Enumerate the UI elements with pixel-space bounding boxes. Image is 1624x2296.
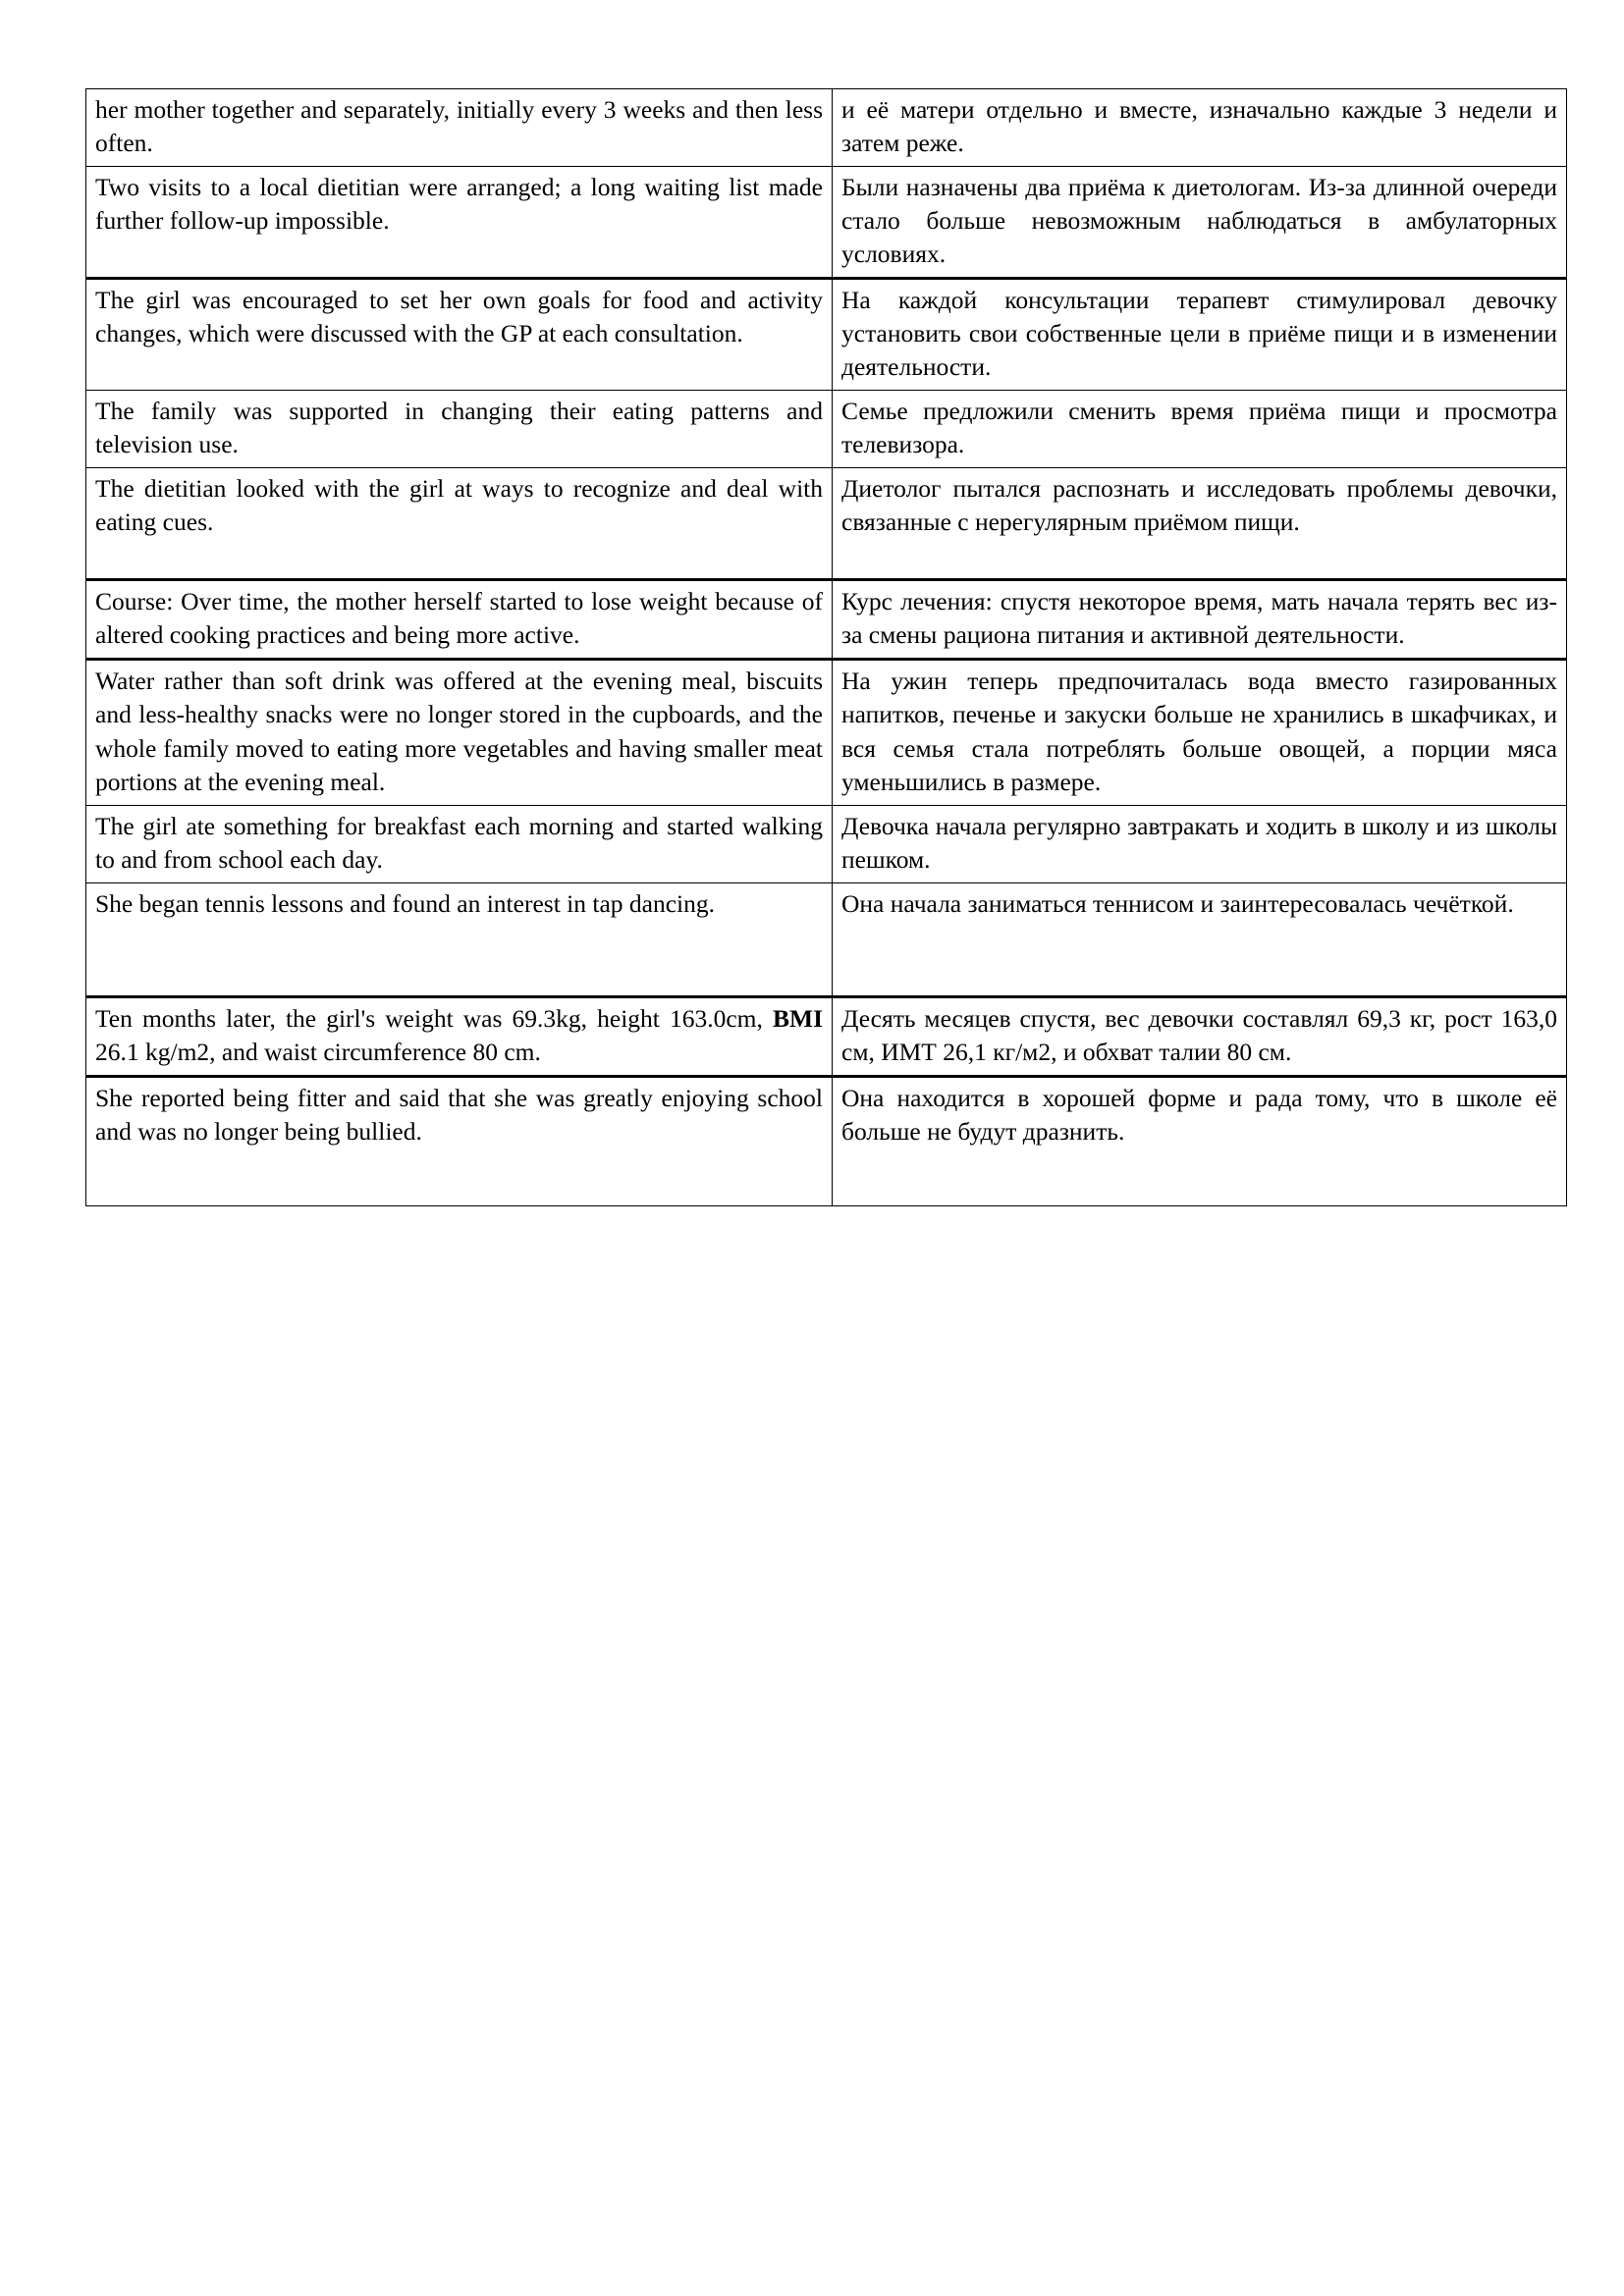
cell-text-english: The girl was encouraged to set her own goals for food and activity changes, which were discussed with the GP at each consultation. xyxy=(95,286,823,348)
cell-english xyxy=(86,1076,833,1205)
table-body xyxy=(86,89,1567,1206)
cell-russian xyxy=(833,468,1567,580)
cell-text-english: The family was supported in changing their eating patterns and television use. xyxy=(95,397,823,459)
cell-text-russian: На ужин теперь предпочиталась вода вместо газированных напитков, печенье и закуски больше не хранились в шкафчиках, и вся семья стала потреблять больше овощей, а порции мяса уменьшились в размере. xyxy=(841,667,1557,796)
cell-english xyxy=(86,391,833,468)
table-row xyxy=(86,468,1567,580)
cell-russian xyxy=(833,882,1567,996)
cell-text-english: Water rather than soft drink was offered at the evening meal, biscuits and less-healthy snacks were no longer stored in the cupboards, and the whole family moved to eating more vegetables and having smaller meat portions at the evening meal. xyxy=(95,667,823,796)
cell-russian xyxy=(833,391,1567,468)
cell-text-russian: Она начала заниматься теннисом и заинтересовалась чечёткой. xyxy=(841,888,1514,918)
bilingual-translation-table xyxy=(85,88,1567,1206)
cell-english xyxy=(86,882,833,996)
table-row xyxy=(86,580,1567,660)
table-row xyxy=(86,660,1567,805)
table-row xyxy=(86,996,1567,1076)
cell-text-russian: Курс лечения: спустя некоторое время, мать начала терять вес из-за смены рациона питания и активной деятельности. xyxy=(841,587,1557,650)
cell-text-english: Course: Over time, the mother herself started to lose weight because of altered cooking practices and being more active. xyxy=(95,587,823,650)
cell-text-english: Two visits to a local dietitian were arranged; a long waiting list made further follow-up impossible. xyxy=(95,173,823,236)
cell-english xyxy=(86,660,833,805)
cell-english xyxy=(86,580,833,660)
cell-text-russian: Девочка начала регулярно завтракать и ходить в школу и из школы пешком. xyxy=(841,811,1557,874)
table-row xyxy=(86,89,1567,167)
table-row xyxy=(86,391,1567,468)
cell-russian xyxy=(833,279,1567,391)
cell-russian xyxy=(833,167,1567,279)
cell-russian xyxy=(833,580,1567,660)
table-row xyxy=(86,279,1567,391)
cell-text-russian: Были назначены два приёма к диетологам. Из-за длинной очереди стало больше невозможным наблюдаться в амбулаторных условиях. xyxy=(841,173,1557,269)
cell-english xyxy=(86,167,833,279)
cell-russian xyxy=(833,660,1567,805)
stats-suffix: 26.1 kg/m2, and waist circumference 80 cm. xyxy=(95,1037,541,1066)
cell-english xyxy=(86,279,833,391)
cell-text-russian: Семье предложили сменить время приёма пищи и просмотра телевизора. xyxy=(841,397,1557,459)
table-row xyxy=(86,1076,1567,1205)
cell-russian xyxy=(833,89,1567,167)
cell-text-russian: Она находится в хорошей форме и рада тому, что в школе её больше не будут дразнить. xyxy=(841,1083,1557,1146)
cell-text-english: She began tennis lessons and found an interest in tap dancing. xyxy=(95,888,715,918)
cell-text-english: her mother together and separately, initially every 3 weeks and then less often. xyxy=(95,95,823,158)
cell-english xyxy=(86,805,833,882)
bmi-label: BMI xyxy=(773,1003,823,1033)
table-row xyxy=(86,805,1567,882)
cell-text-english: She reported being fitter and said that she was greatly enjoying school and was no longer being bullied. xyxy=(95,1083,823,1146)
table-row xyxy=(86,882,1567,996)
cell-text-russian: и её матери отдельно и вместе, изначально каждые 3 недели и затем реже. xyxy=(841,95,1557,158)
cell-english xyxy=(86,89,833,167)
cell-text-english-weight-stats xyxy=(95,1002,823,1069)
cell-russian xyxy=(833,996,1567,1076)
cell-text-english: The dietitian looked with the girl at ways to recognize and deal with eating cues. xyxy=(95,474,823,537)
cell-english xyxy=(86,468,833,580)
cell-russian xyxy=(833,1076,1567,1205)
cell-text-russian: Диетолог пытался распознать и исследовать проблемы девочки, связанные с нерегулярным приёмом пищи. xyxy=(841,474,1557,537)
cell-text-english: The girl ate something for breakfast each morning and started walking to and from school each day. xyxy=(95,811,823,874)
stats-prefix: Ten months later, the girl's weight was 69.3kg, height 163.0cm, xyxy=(95,1003,773,1033)
table-row xyxy=(86,167,1567,279)
cell-russian xyxy=(833,805,1567,882)
cell-english xyxy=(86,996,833,1076)
cell-text-russian: На каждой консультации терапевт стимулировал девочку установить свои собственные цели в приёме пищи и в изменении деятельности. xyxy=(841,286,1557,382)
cell-text-russian: Десять месяцев спустя, вес девочки составлял 69,3 кг, рост 163,0 см, ИМТ 26,1 кг/м2, и обхват талии 80 см. xyxy=(841,1003,1557,1066)
